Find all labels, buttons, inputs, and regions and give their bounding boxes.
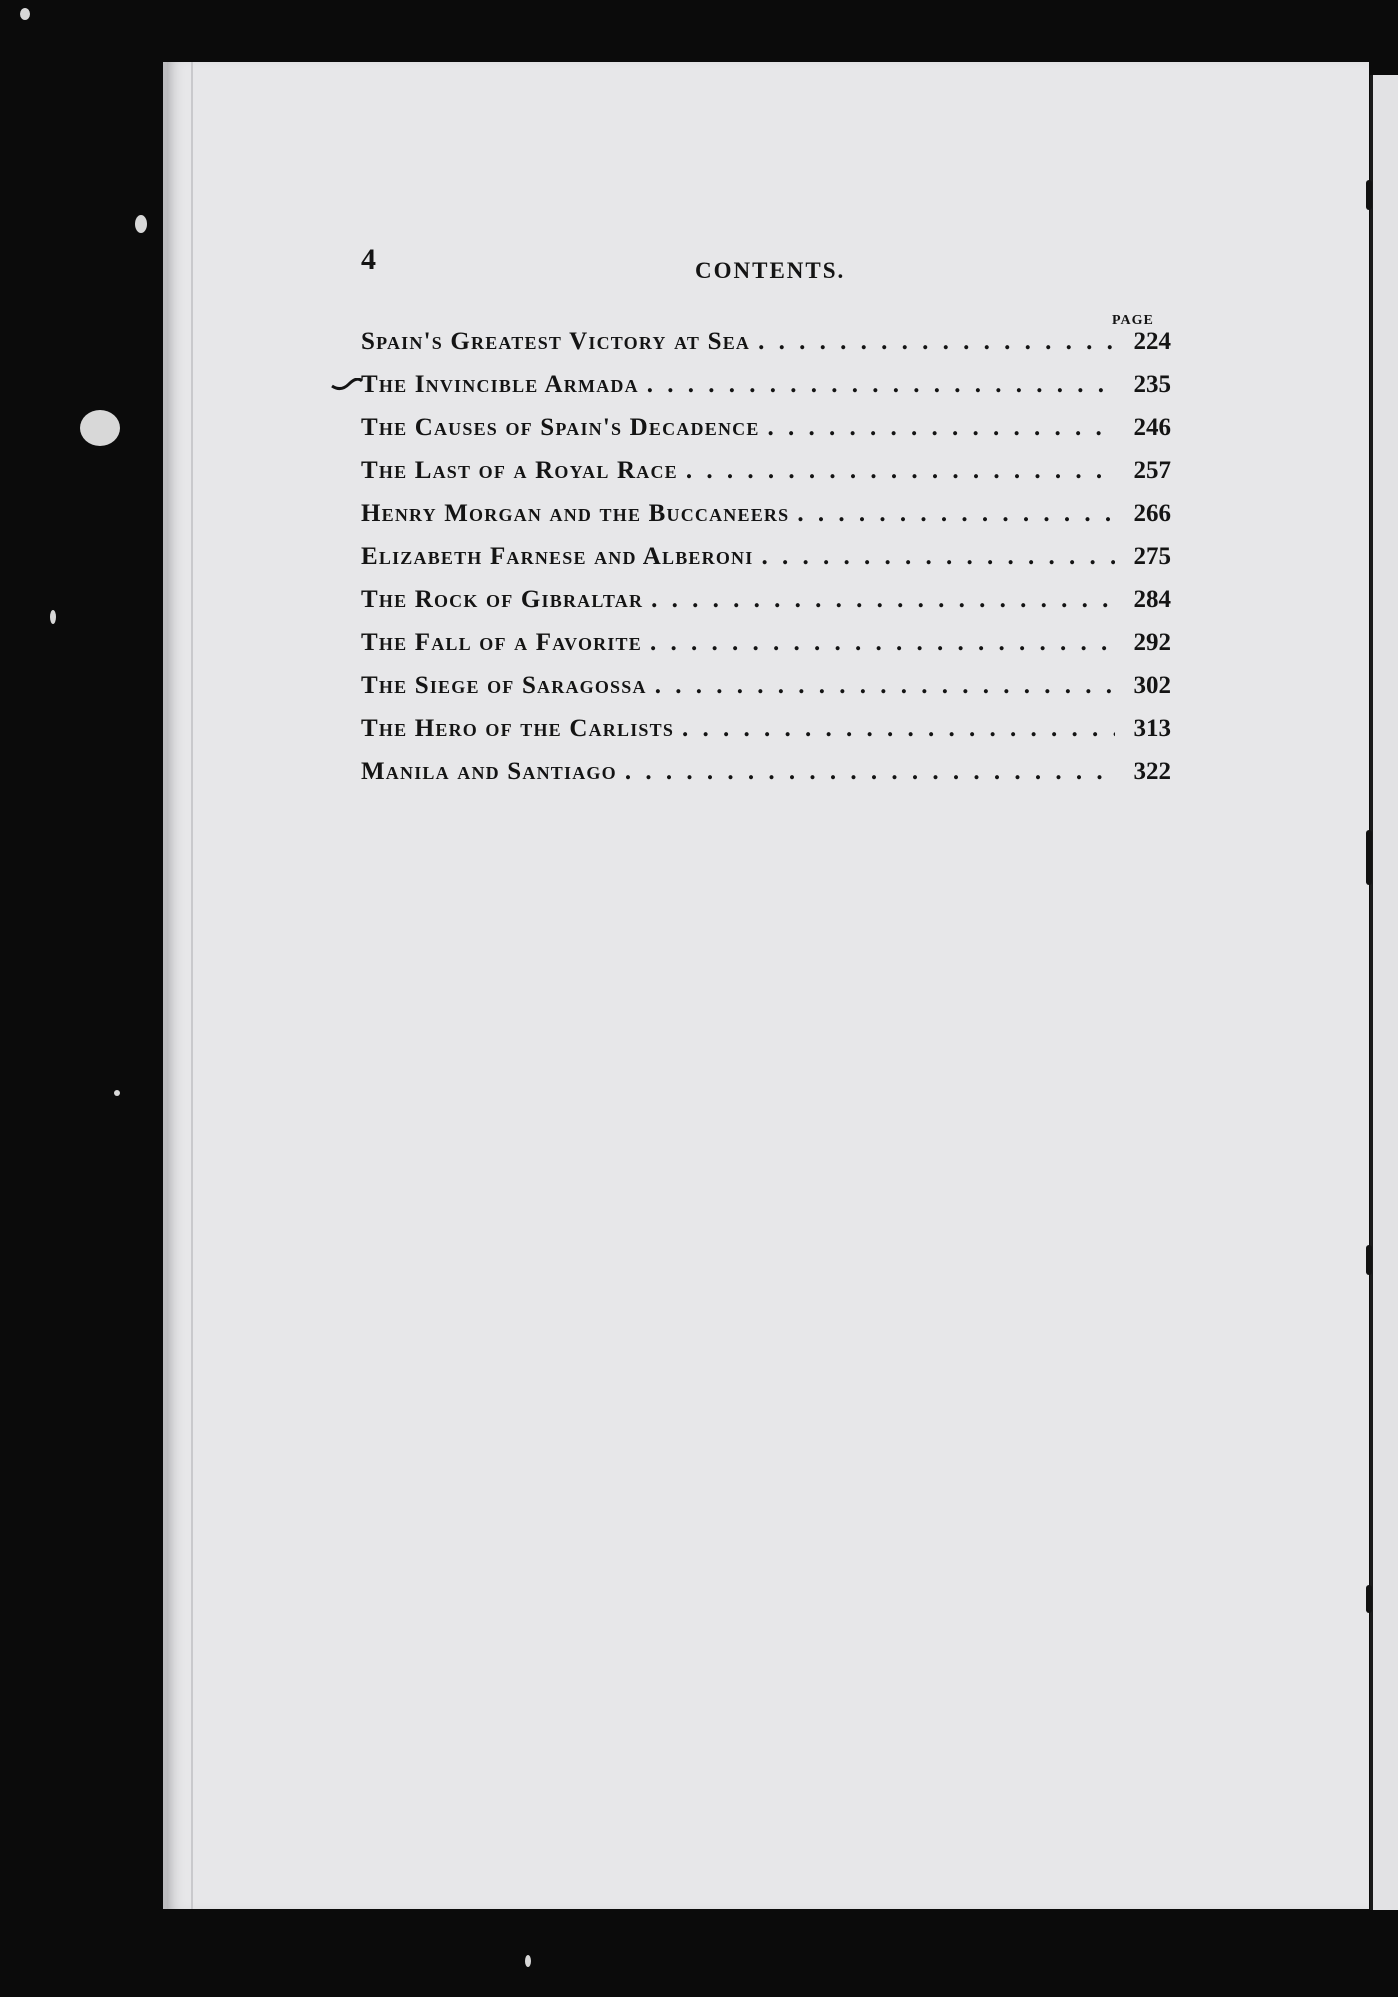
- toc-entry-title: Spain's Greatest Victory at Sea: [361, 328, 751, 355]
- toc-entry-title: Elizabeth Farnese and Alberoni: [361, 543, 754, 570]
- scan-speck: [525, 1955, 531, 1967]
- toc-entry-title: The Causes of Spain's Decadence: [361, 414, 760, 441]
- toc-entry-page: 313: [1133, 715, 1171, 742]
- toc-entry-page: 284: [1133, 586, 1171, 613]
- toc-leader-dots: [761, 543, 1115, 571]
- scan-mark: [1366, 180, 1372, 210]
- toc-entry-title: The Hero of the Carlists: [361, 715, 675, 742]
- toc-entry: [361, 629, 1171, 672]
- toc-entry-title: The Rock of Gibraltar: [361, 586, 644, 613]
- toc-entry: [361, 371, 1171, 414]
- adjacent-page-edge: [1370, 75, 1398, 1910]
- toc-leader-dots: [625, 758, 1115, 786]
- toc-entry-page: 302: [1133, 672, 1171, 699]
- toc-entry-page: 266: [1133, 500, 1171, 527]
- toc-entry-title: Henry Morgan and the Buccaneers: [361, 500, 790, 527]
- toc-leader-dots: [682, 715, 1115, 743]
- page-number: 4: [361, 243, 376, 276]
- scan-mark: [1366, 1245, 1372, 1275]
- scan-speck: [50, 610, 56, 624]
- contents-heading: CONTENTS.: [695, 258, 846, 283]
- toc-entry-title: The Last of a Royal Race: [361, 457, 678, 484]
- scan-mark: [1366, 830, 1372, 885]
- toc-leader-dots: [758, 328, 1115, 356]
- toc-entry: [361, 586, 1171, 629]
- toc-entry-page: 257: [1133, 457, 1171, 484]
- scan-speck: [114, 1090, 120, 1096]
- toc-leader-dots: [655, 672, 1115, 700]
- toc-entry-title: The Fall of a Favorite: [361, 629, 642, 656]
- toc-entry: [361, 758, 1171, 801]
- toc-leader-dots: [797, 500, 1115, 528]
- scan-mark: [1366, 1585, 1372, 1613]
- toc-entry: [361, 500, 1171, 543]
- toc-leader-dots: [647, 371, 1115, 399]
- toc-entry: [361, 543, 1171, 586]
- toc-entry-page: 224: [1133, 328, 1171, 355]
- toc-entry-page: 275: [1133, 543, 1171, 570]
- toc-entry-page: 235: [1133, 371, 1171, 398]
- toc-entry-page: 246: [1133, 414, 1171, 441]
- toc-entry: [361, 457, 1171, 500]
- table-of-contents: [361, 328, 1171, 801]
- toc-entry: [361, 715, 1171, 758]
- toc-entry-title: The Invincible Armada: [361, 371, 639, 398]
- handwritten-check-mark: [331, 378, 363, 392]
- scan-speck: [135, 215, 147, 233]
- toc-entry: [361, 328, 1171, 371]
- toc-leader-dots: [768, 414, 1115, 442]
- page-column-label: PAGE: [1112, 313, 1154, 328]
- toc-entry-title: The Siege of Saragossa: [361, 672, 647, 699]
- toc-entry-page: 322: [1133, 758, 1171, 785]
- toc-entry-title: Manila and Santiago: [361, 758, 617, 785]
- toc-leader-dots: [651, 586, 1115, 614]
- toc-leader-dots: [686, 457, 1115, 485]
- toc-entry: [361, 414, 1171, 457]
- page-gutter-line: [191, 62, 193, 1909]
- scan-speck: [20, 8, 30, 20]
- scan-speck: [80, 410, 120, 446]
- toc-entry: [361, 672, 1171, 715]
- toc-leader-dots: [650, 629, 1115, 657]
- toc-entry-page: 292: [1133, 629, 1171, 656]
